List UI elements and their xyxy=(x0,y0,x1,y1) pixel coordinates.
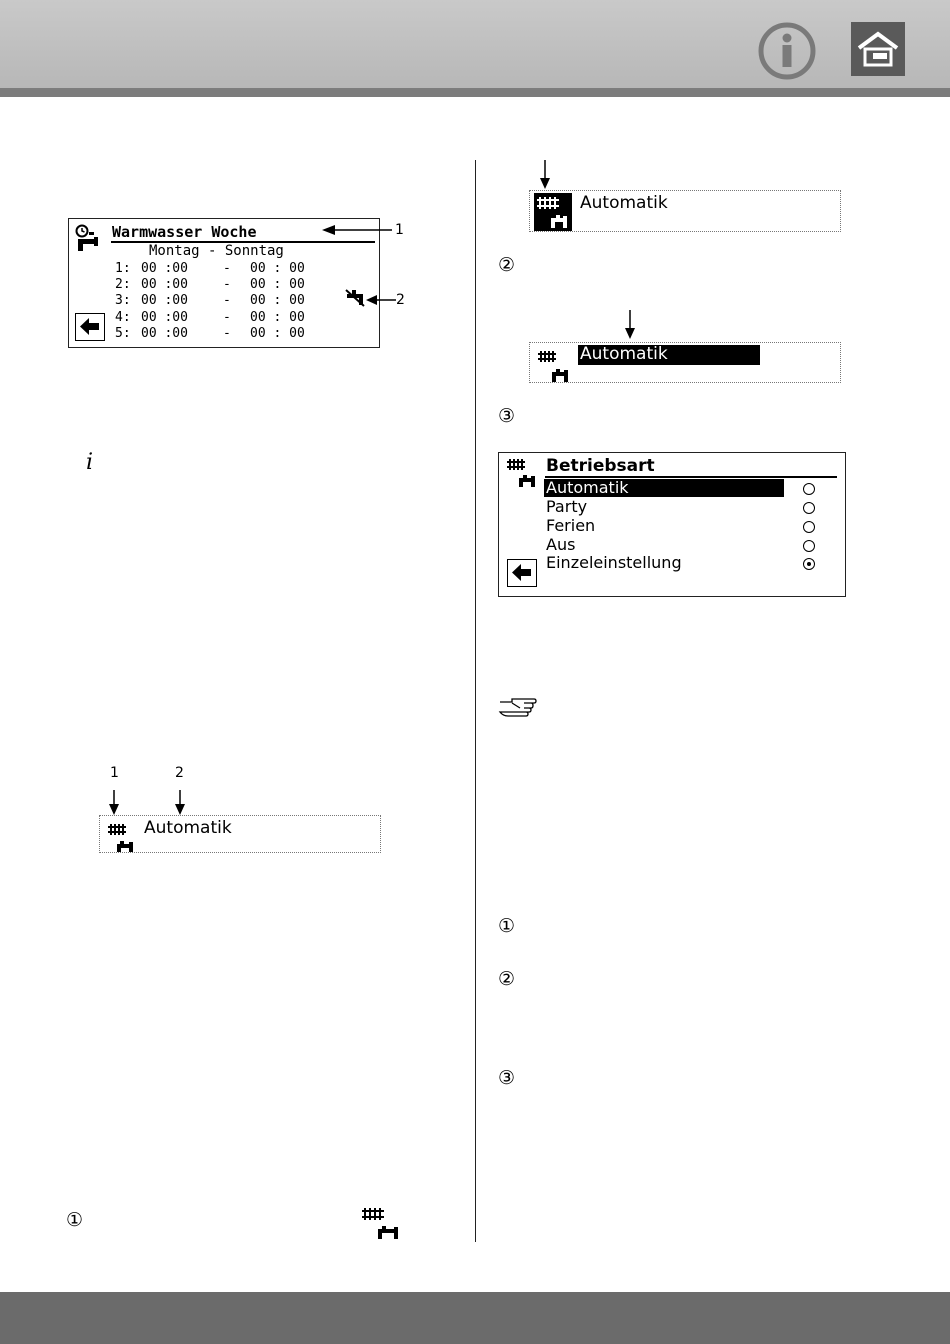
step-marker-3-bottom: ③ xyxy=(498,1067,516,1089)
home-icon[interactable] xyxy=(851,22,905,76)
radiator-tap-icon xyxy=(538,347,572,383)
clock-tap-icon xyxy=(74,223,104,253)
row-num: 5: xyxy=(115,326,131,341)
row-end: 00 : 00 xyxy=(250,277,305,292)
row-end: 00 : 00 xyxy=(250,261,305,276)
option-label: Aus xyxy=(546,535,576,554)
betriebsart-title: Betriebsart xyxy=(546,456,655,476)
row-num: 1: xyxy=(115,261,131,276)
callout-arrow-1 xyxy=(320,222,400,238)
row-end: 00 : 00 xyxy=(250,326,305,341)
row-sep: - xyxy=(223,261,231,276)
status-right-2-mode: Automatik xyxy=(580,344,668,364)
callout-label-1: 1 xyxy=(395,222,404,238)
row-start: 00 :00 xyxy=(141,326,188,341)
row-num: 3: xyxy=(115,293,131,308)
back-button[interactable] xyxy=(507,559,537,587)
row-start: 00 :00 xyxy=(141,310,188,325)
step-marker-2-bottom: ② xyxy=(498,968,516,990)
status-callout-label-1: 1 xyxy=(110,765,119,781)
step-marker-1-bottom: ① xyxy=(498,915,516,937)
arrow-left-icon xyxy=(508,560,535,585)
option-radio[interactable] xyxy=(803,540,815,552)
radiator-tap-icon xyxy=(108,820,136,852)
row-num: 4: xyxy=(115,310,131,325)
option-radio[interactable] xyxy=(803,502,815,514)
row-start: 00 :00 xyxy=(141,261,188,276)
status-callout-arrow-1 xyxy=(106,790,122,816)
status-callout-label-2: 2 xyxy=(175,765,184,781)
row-start: 00 :00 xyxy=(141,277,188,292)
lcd-betriebsart xyxy=(498,452,846,597)
status-bar-left xyxy=(99,815,381,853)
radiator-tap-icon-inverted xyxy=(534,193,572,231)
row-sep: - xyxy=(223,293,231,308)
row-sep: - xyxy=(223,310,231,325)
step-marker-3-top: ③ xyxy=(498,405,516,427)
option-label: Einzeleinstellung xyxy=(546,553,682,572)
row-end: 00 : 00 xyxy=(250,310,305,325)
option-label: Automatik xyxy=(546,478,629,497)
lcd-week-title: Warmwasser Woche xyxy=(112,223,257,241)
option-label: Party xyxy=(546,497,588,516)
step-marker-2-top: ② xyxy=(498,254,516,276)
option-radio-selected[interactable] xyxy=(803,558,815,570)
radiator-tap-icon-small xyxy=(362,1206,402,1244)
header-rule xyxy=(0,88,950,97)
callout-arrow-2 xyxy=(364,292,400,308)
status-right-2-highlight[interactable] xyxy=(578,345,760,365)
page-footer-bar xyxy=(0,1292,950,1344)
step-marker-1-left: ① xyxy=(66,1209,84,1231)
arrow-left-icon xyxy=(76,314,103,339)
status-bar-right-2 xyxy=(529,342,841,383)
tap-disabled-icon xyxy=(345,289,365,307)
hand-pointer-icon xyxy=(498,696,538,718)
back-button[interactable] xyxy=(75,313,105,341)
option-radio[interactable] xyxy=(803,521,815,533)
status-bar-right-1 xyxy=(529,190,841,232)
callout-label-2: 2 xyxy=(396,292,405,308)
option-radio[interactable] xyxy=(803,483,815,495)
row-sep: - xyxy=(223,277,231,292)
column-divider xyxy=(475,160,476,1242)
right-callout-arrow-a xyxy=(537,160,553,190)
lcd-week-days: Montag - Sonntag xyxy=(149,243,284,259)
status-left-mode: Automatik xyxy=(144,818,232,838)
info-marker-icon: i xyxy=(86,450,94,475)
radiator-tap-icon xyxy=(507,457,539,489)
row-num: 2: xyxy=(115,277,131,292)
row-start: 00 :00 xyxy=(141,293,188,308)
row-end: 00 : 00 xyxy=(250,293,305,308)
option-label: Ferien xyxy=(546,516,596,535)
status-right-1-mode: Automatik xyxy=(580,193,668,213)
right-callout-arrow-b xyxy=(622,310,638,340)
info-icon[interactable] xyxy=(758,22,816,80)
row-sep: - xyxy=(223,326,231,341)
status-callout-arrow-2 xyxy=(172,790,188,816)
